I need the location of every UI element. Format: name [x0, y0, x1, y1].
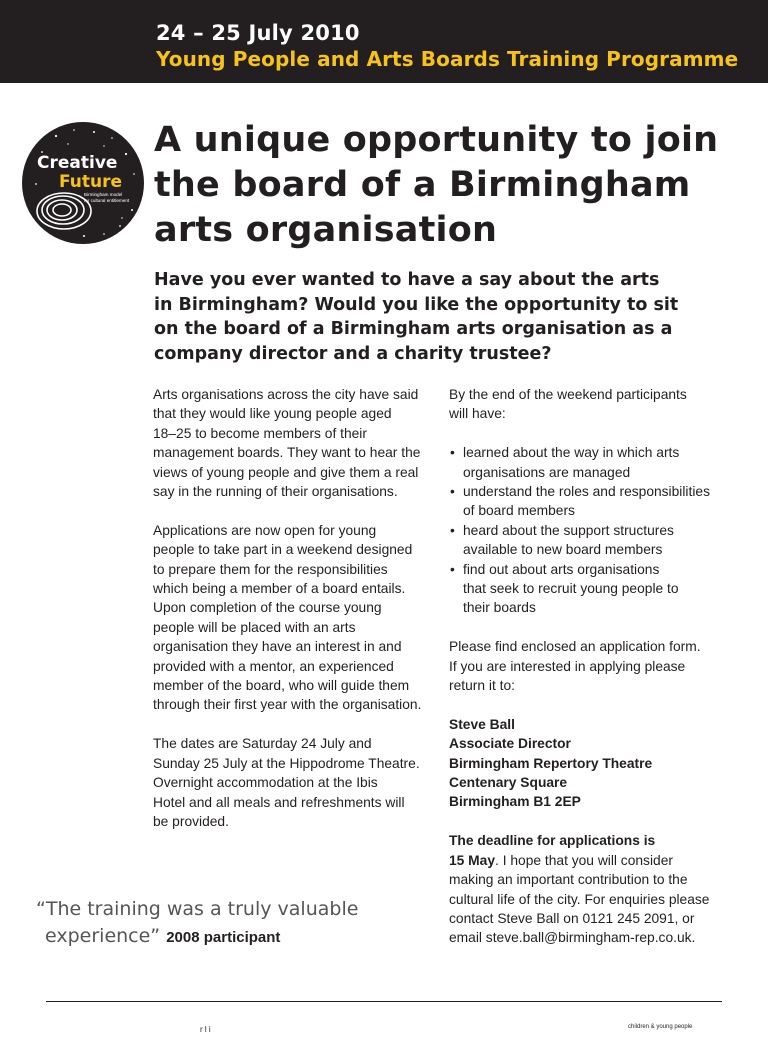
list-item: [449, 482, 749, 521]
quote-line: experience”: [45, 925, 161, 947]
text-line: people will be placed with an arts: [153, 619, 356, 635]
text-line: cultural life of the city. For enquiries please: [449, 891, 710, 907]
bullet-icon: •: [450, 561, 455, 577]
bullet-icon: •: [450, 484, 455, 500]
page-headline: [154, 118, 754, 253]
text-line: views of young people and give them a real: [153, 464, 419, 480]
text-line: The dates are Saturday 24 July and: [153, 736, 372, 752]
quote-line: “The training was a truly valuable: [36, 898, 359, 920]
address-line: Associate Director: [449, 736, 571, 752]
text-line: Applications are now open for young: [153, 522, 377, 538]
deadline-date: 15 May: [449, 852, 496, 868]
text-line: understand the roles and responsibilities: [463, 484, 710, 500]
contact-address: [449, 715, 749, 812]
text-line: making an important contribution to the: [449, 872, 688, 888]
text-line: organisation they have an interest in and: [153, 639, 402, 655]
deadline-label: The deadline for applications is: [449, 833, 656, 849]
text-line: provided with a mentor, an experienced: [153, 658, 394, 674]
outcomes-list: [449, 443, 749, 618]
text-line: member of the board, who will guide them: [153, 678, 410, 694]
address-line: Steve Ball: [449, 716, 515, 732]
intro-line: Have you ever wanted to have a say about the arts: [154, 270, 660, 290]
text-line: their boards: [463, 600, 536, 616]
paragraph-deadline: [449, 831, 749, 947]
text-line: Sunday 25 July at the Hippodrome Theatre.: [153, 755, 420, 771]
list-item: [449, 521, 749, 560]
footer-divider: [46, 1001, 722, 1002]
left-column: [153, 385, 443, 831]
intro-line: in Birmingham? Would you like the opportunity to sit: [154, 294, 679, 315]
text-line: Overnight accommodation at the Ibis: [153, 775, 378, 791]
text-line: will have:: [449, 406, 506, 422]
bullet-icon: •: [450, 522, 455, 538]
paragraph-dates: [153, 734, 443, 831]
text-line: learned about the way in which arts: [463, 445, 680, 461]
headline-line: arts organisation: [154, 210, 498, 250]
headline-line: A unique opportunity to join: [154, 120, 719, 160]
footer-logo-text: children & young people: [628, 1024, 693, 1030]
text-line: to prepare them for the responsibilities: [153, 561, 388, 577]
paragraph-boards: [153, 385, 443, 501]
header-banner: [0, 0, 768, 83]
text-line: say in the running of their organisations.: [153, 484, 398, 500]
address-line: Birmingham Repertory Theatre: [449, 755, 653, 771]
address-line: Birmingham B1 2EP: [449, 794, 581, 810]
text-line: people to take part in a weekend designed: [153, 542, 413, 558]
text-line: of board members: [463, 503, 575, 519]
programme-title: Young People and Arts Boards Training Programme: [156, 47, 739, 71]
paragraph-applications: [153, 521, 443, 715]
participant-quote: [36, 896, 416, 951]
address-line: Centenary Square: [449, 775, 568, 791]
text-line: Upon completion of the course young: [153, 600, 382, 616]
text-line: management boards. They want to hear the: [153, 445, 421, 461]
right-column: [449, 385, 749, 948]
list-item: [449, 443, 749, 482]
logo-tagline-2: for cultural entitlement: [84, 198, 130, 203]
text-line: If you are interested in applying please: [449, 658, 686, 674]
list-item: [449, 560, 749, 618]
text-line: which being a member of a board entails.: [153, 581, 406, 597]
text-line: Hotel and all meals and refreshments will: [153, 794, 405, 810]
text-line: organisations are managed: [463, 464, 631, 480]
text-line: available to new board members: [463, 542, 663, 558]
logo-tagline-1: Birmingham model: [84, 192, 123, 197]
bullet-icon: •: [450, 445, 455, 461]
text-line: that seek to recruit young people to: [463, 581, 679, 597]
text-line: be provided.: [153, 813, 229, 829]
intro-paragraph: [154, 268, 679, 366]
intro-line: company director and a charity trustee?: [154, 343, 552, 364]
intro-line: on the board of a Birmingham arts organisation as a: [154, 319, 673, 339]
text-line: 18–25 to become members of their: [153, 425, 367, 441]
text-line: return it to:: [449, 678, 515, 694]
quote-attribution: 2008 participant: [166, 929, 281, 946]
text-line: that they would like young people aged: [153, 406, 392, 422]
paragraph-outcomes-lead: [449, 385, 749, 424]
creative-future-logo: [22, 122, 144, 244]
text-line: Arts organisations across the city have said: [153, 387, 419, 402]
footer-text-fragment: r l i: [200, 1025, 211, 1034]
headline-line: the board of a Birmingham: [154, 165, 691, 205]
text-line: heard about the support structures: [463, 522, 674, 538]
event-date: 24 – 25 July 2010: [156, 21, 360, 45]
text-line: Please find enclosed an application form.: [449, 639, 701, 655]
text-line: find out about arts organisations: [463, 561, 660, 577]
text-line: through their first year with the organisation.: [153, 697, 422, 713]
text-line: contact Steve Ball on 0121 245 2091, or: [449, 910, 695, 926]
text-line: email steve.ball@birmingham-rep.co.uk.: [449, 930, 696, 946]
logo-word-future: Future: [59, 172, 123, 192]
text-line: . I hope that you will consider: [495, 852, 673, 868]
text-line: By the end of the weekend participants: [449, 387, 687, 402]
paragraph-apply: [449, 637, 749, 695]
logo-word-creative: Creative: [37, 153, 118, 173]
